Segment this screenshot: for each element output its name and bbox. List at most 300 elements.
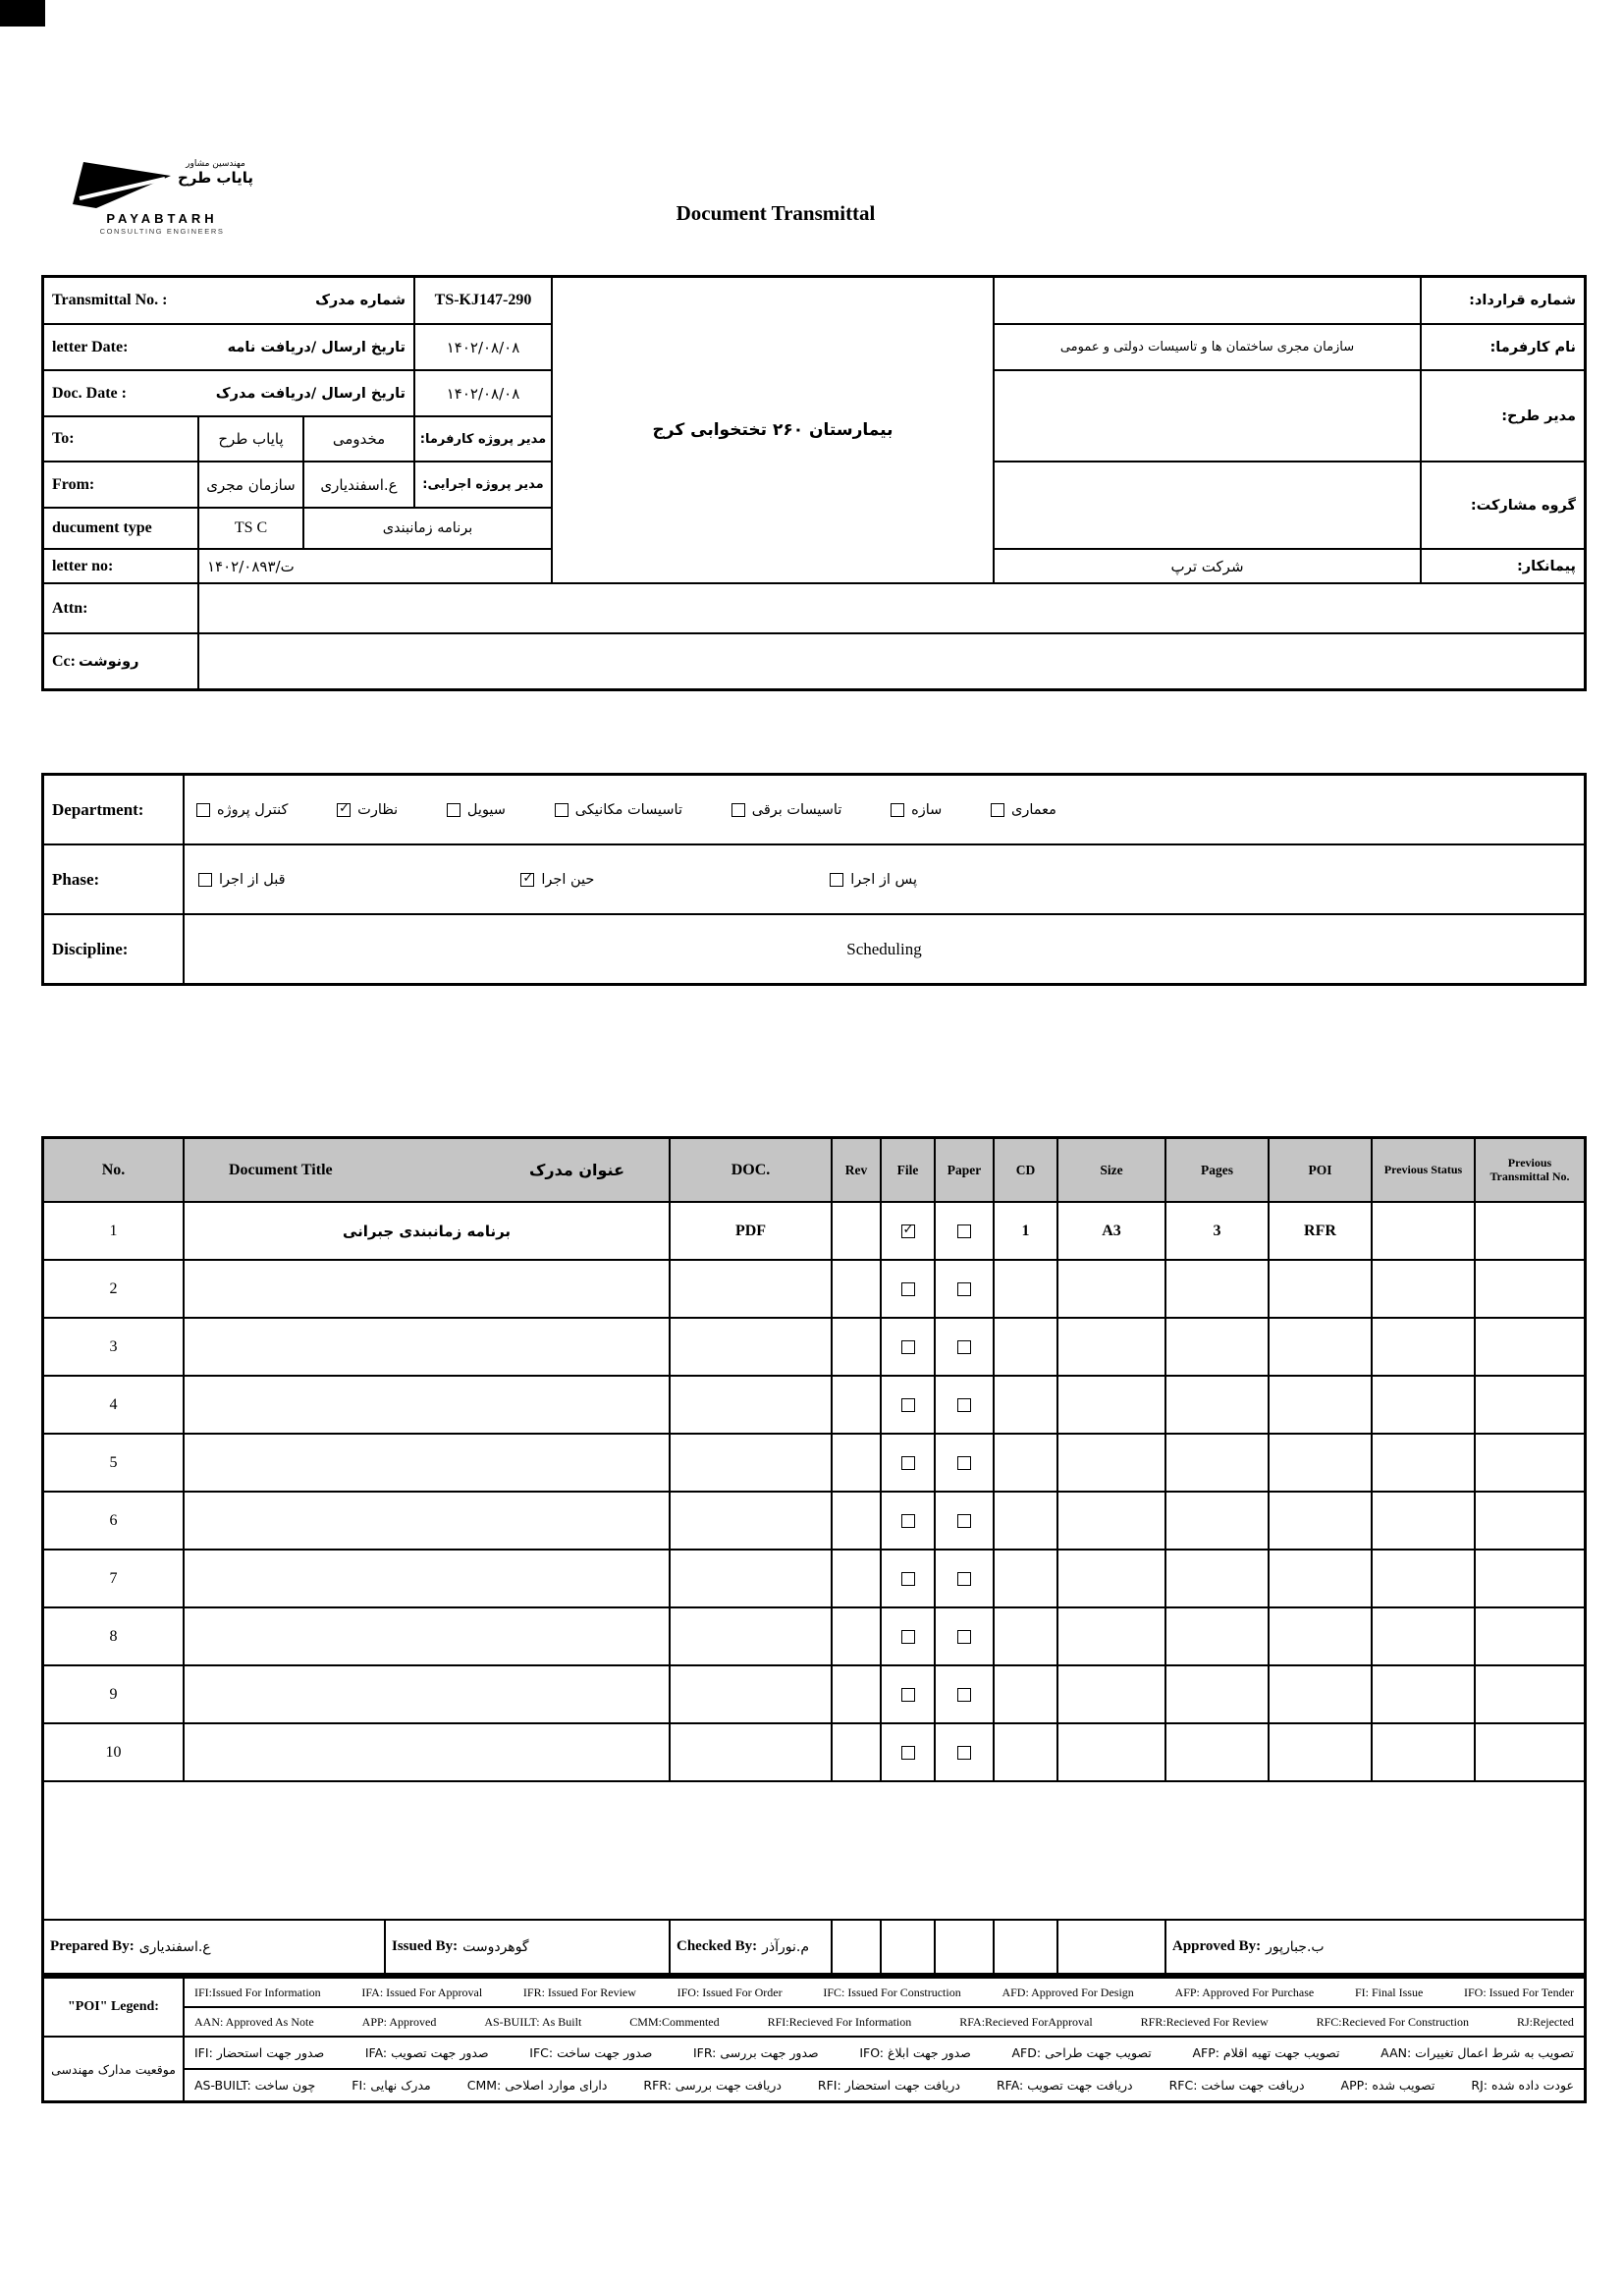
- doc-date-label-cell: [43, 370, 414, 416]
- file-checkbox[interactable]: [901, 1340, 915, 1354]
- row-doc: [670, 1550, 832, 1607]
- design-manager-value-cell: [994, 370, 1421, 462]
- row-paper: [935, 1376, 994, 1434]
- table-row: [43, 1260, 1585, 1318]
- legend-item: IFO: Issued For Tender: [1464, 1985, 1574, 1999]
- row-paper: [935, 1607, 994, 1665]
- cc-label-en: Cc:: [52, 652, 76, 670]
- legend-item: IFO: صدور جهت ابلاغ: [859, 2045, 971, 2060]
- row-rev: [832, 1202, 881, 1260]
- row-file: [881, 1607, 935, 1665]
- row-rev: [832, 1550, 881, 1607]
- row-size: [1057, 1550, 1165, 1607]
- letter-date-value-cell: [414, 324, 552, 370]
- row-cd: [994, 1723, 1057, 1781]
- department-option: [196, 802, 288, 818]
- legend-item: RFR: دریافت جهت بررسی: [643, 2078, 782, 2093]
- row-prev-status: [1372, 1550, 1475, 1607]
- row-pages: [1165, 1376, 1269, 1434]
- legend-item: APP: Approved: [361, 2014, 437, 2029]
- transmittal-no-value: TS-KJ147-290: [414, 277, 552, 324]
- phase-options: [184, 844, 1585, 914]
- department-option-label: نظارت: [357, 801, 399, 818]
- prepared-by-label: Prepared By:: [50, 1938, 135, 1954]
- row-doc: [670, 1376, 832, 1434]
- row-prev-status: [1372, 1318, 1475, 1376]
- row-size: [1057, 1723, 1165, 1781]
- row-title-text: برنامه زمانبندی جبرانی: [342, 1222, 512, 1240]
- legend-item: RFI:Recieved For Information: [767, 2014, 912, 2029]
- file-checkbox[interactable]: [901, 1282, 915, 1296]
- legend-item: RFA:Recieved ForApproval: [959, 2014, 1093, 2029]
- col-header-title-en: Document Title: [229, 1161, 333, 1178]
- poi-legend-lines: [184, 1978, 1585, 2037]
- row-prev-transmittal: [1475, 1492, 1585, 1550]
- table-row: [43, 1376, 1585, 1434]
- legend-item: RFA: دریافت جهت تصویب: [996, 2078, 1133, 2093]
- row-doc: [670, 1607, 832, 1665]
- table-row: [43, 1550, 1585, 1607]
- signature-spacer-cell: [1057, 1920, 1165, 1974]
- col-header-prev-status: Previous Status: [1372, 1138, 1475, 1202]
- row-prev-transmittal: [1475, 1318, 1585, 1376]
- table-row: [43, 1434, 1585, 1492]
- file-checkbox[interactable]: [901, 1572, 915, 1586]
- cc-value-cell: [198, 633, 1585, 689]
- row-size: [1057, 1318, 1165, 1376]
- row-paper: [935, 1318, 994, 1376]
- phase-option-label: قبل از اجرا: [219, 871, 286, 888]
- signature-spacer-cell: [935, 1920, 994, 1974]
- row-doc: [670, 1260, 832, 1318]
- row-pages: [1165, 1318, 1269, 1376]
- row-title: [184, 1318, 670, 1376]
- row-no: 2: [43, 1260, 184, 1318]
- doc-type-fa: برنامه زمانبندی: [382, 520, 473, 536]
- row-title: [184, 1434, 670, 1492]
- row-cd: [994, 1434, 1057, 1492]
- legend-table: [41, 1976, 1587, 2103]
- table-row: [43, 1665, 1585, 1723]
- exec-pm-label-cell: [414, 462, 552, 508]
- row-prev-transmittal: [1475, 1665, 1585, 1723]
- row-pages: 3: [1165, 1202, 1269, 1260]
- empty-area: [43, 1781, 1585, 1920]
- from-label: From:: [43, 462, 198, 508]
- paper-checkbox[interactable]: [957, 1514, 971, 1528]
- department-option-label: تاسیسات برقی: [751, 801, 842, 818]
- department-options: [184, 775, 1585, 844]
- contract-no-label-cell: [1421, 277, 1585, 324]
- contractor-value: شرکت ترپ: [1170, 557, 1244, 575]
- col-header-doc: DOC.: [670, 1138, 832, 1202]
- row-file: [881, 1665, 935, 1723]
- legend-item: RFR:Recieved For Review: [1140, 2014, 1269, 2029]
- row-prev-status: [1372, 1723, 1475, 1781]
- row-file: [881, 1202, 935, 1260]
- row-file: [881, 1376, 935, 1434]
- legend-item: CMM:Commented: [629, 2014, 720, 2029]
- doc-type-value: TS C: [198, 508, 303, 549]
- row-size: [1057, 1665, 1165, 1723]
- legend-item: RJ:Rejected: [1516, 2014, 1574, 2029]
- poi-legend-label: "POI" Legend:: [43, 1978, 184, 2037]
- row-poi: RFR: [1269, 1202, 1372, 1260]
- paper-checkbox[interactable]: [957, 1282, 971, 1296]
- legend-item: AFD: تصویب جهت طراحی: [1011, 2045, 1152, 2060]
- department-option: [891, 802, 942, 818]
- col-header-paper: Paper: [935, 1138, 994, 1202]
- row-cd: [994, 1318, 1057, 1376]
- row-title: [184, 1723, 670, 1781]
- logo-subtitle-en: CONSULTING ENGINEERS: [99, 227, 225, 236]
- letter-no-value-cell: [198, 549, 552, 583]
- department-option-label: کنترل پروژه: [217, 801, 289, 818]
- department-checkbox[interactable]: [447, 803, 460, 817]
- to-person-cell: [303, 416, 414, 462]
- phase-checkbox[interactable]: [830, 873, 843, 887]
- row-paper: [935, 1202, 994, 1260]
- paper-checkbox[interactable]: [957, 1224, 971, 1238]
- col-header-poi: POI: [1269, 1138, 1372, 1202]
- row-title: [184, 1550, 670, 1607]
- attn-value-cell: [198, 583, 1585, 633]
- row-prev-transmittal: [1475, 1607, 1585, 1665]
- row-size: [1057, 1492, 1165, 1550]
- row-title: [184, 1607, 670, 1665]
- col-header-file: File: [881, 1138, 935, 1202]
- document-table: [41, 1136, 1587, 1976]
- table-row: [43, 1492, 1585, 1550]
- to-label: To:: [43, 416, 198, 462]
- row-rev: [832, 1260, 881, 1318]
- contract-no-value-cell: [994, 277, 1421, 324]
- row-pages: [1165, 1723, 1269, 1781]
- client-value: سازمان مجری ساختمان ها و تاسیسات دولتی و عمومی: [1059, 340, 1355, 354]
- fa-legend-line-1: [184, 2037, 1585, 2069]
- legend-item: CMM: دارای موارد اصلاحی: [466, 2078, 608, 2093]
- paper-checkbox[interactable]: [957, 1340, 971, 1354]
- cc-label-fa: رونوشت: [78, 653, 139, 670]
- phase-option: [830, 872, 917, 888]
- doc-date-value-cell: [414, 370, 552, 416]
- row-poi: [1269, 1492, 1372, 1550]
- row-file: [881, 1434, 935, 1492]
- poi-legend-line-1: [184, 1978, 1585, 2007]
- row-poi: [1269, 1376, 1372, 1434]
- doc-date-label-fa: تاریخ ارسال /دریافت مدرک: [215, 385, 406, 402]
- legend-item: APP: تصویب شده: [1340, 2078, 1435, 2093]
- row-prev-transmittal: [1475, 1723, 1585, 1781]
- row-prev-transmittal: [1475, 1550, 1585, 1607]
- row-cd: [994, 1376, 1057, 1434]
- row-pages: [1165, 1434, 1269, 1492]
- fa-legend-row: [43, 2037, 1585, 2101]
- legend-item: RFI: دریافت جهت استحضار: [817, 2078, 960, 2093]
- letter-date-label-en: letter Date:: [52, 338, 129, 355]
- row-poi: [1269, 1260, 1372, 1318]
- row-paper: [935, 1492, 994, 1550]
- department-option-label: معماری: [1011, 801, 1056, 818]
- row-poi: [1269, 1607, 1372, 1665]
- row-file: [881, 1318, 935, 1376]
- department-option: [731, 802, 842, 818]
- file-checkbox[interactable]: [901, 1398, 915, 1412]
- from-person: ع.اسفندیاری: [320, 475, 398, 494]
- row-no: 7: [43, 1550, 184, 1607]
- transmittal-no-label-en: Transmittal No. :: [52, 292, 168, 308]
- legend-item: AS-BUILT: As Built: [484, 2014, 582, 2029]
- row-title: [184, 1665, 670, 1723]
- exec-pm-label: مدیر پروژه اجرایی:: [422, 477, 544, 492]
- approved-by-value: ب.جبارپور: [1266, 1938, 1325, 1955]
- signature-spacer-cell: [881, 1920, 935, 1974]
- legend-item: IFI:Issued For Information: [194, 1985, 321, 1999]
- row-no: 4: [43, 1376, 184, 1434]
- row-no: 8: [43, 1607, 184, 1665]
- row-prev-transmittal: [1475, 1376, 1585, 1434]
- design-manager-label-cell: [1421, 370, 1585, 462]
- approved-by-cell: [1165, 1920, 1585, 1974]
- phase-label: Phase:: [43, 844, 184, 914]
- row-no: 9: [43, 1665, 184, 1723]
- transmittal-no-label-cell: [43, 277, 414, 324]
- doc-type-label: ducument type: [43, 508, 198, 549]
- row-pages: [1165, 1665, 1269, 1723]
- legend-item: AFP: تصویب جهت تهیه اقلام: [1192, 2045, 1340, 2060]
- col-header-title: [184, 1138, 670, 1202]
- file-checkbox[interactable]: [901, 1456, 915, 1470]
- legend-item: IFA: صدور جهت تصویب: [364, 2045, 489, 2060]
- col-header-pages: Pages: [1165, 1138, 1269, 1202]
- phase-option: [198, 872, 286, 888]
- empty-row: [43, 1781, 1585, 1920]
- table-row: [43, 1318, 1585, 1376]
- row-poi: [1269, 1723, 1372, 1781]
- row-doc: [670, 1492, 832, 1550]
- department-option-label: سیویل: [466, 801, 506, 818]
- legend-item: IFC: Issued For Construction: [823, 1985, 961, 1999]
- department-option: [337, 802, 398, 818]
- row-size: [1057, 1260, 1165, 1318]
- row-prev-status: [1372, 1607, 1475, 1665]
- client-pm-label: مدیر پروژه کارفرما:: [419, 431, 547, 447]
- partnership-value-cell: [994, 462, 1421, 549]
- row-prev-transmittal: [1475, 1202, 1585, 1260]
- department-option-label: تاسیسات مکانیکی: [574, 801, 682, 818]
- row-prev-status: [1372, 1260, 1475, 1318]
- contractor-label-cell: [1421, 549, 1585, 583]
- letter-no-value: ت/۱۴۰۲/۰۸۹۳: [207, 557, 295, 575]
- file-checkbox[interactable]: [901, 1746, 915, 1760]
- row-poi: [1269, 1318, 1372, 1376]
- row-poi: [1269, 1550, 1372, 1607]
- row-no: 10: [43, 1723, 184, 1781]
- paper-checkbox[interactable]: [957, 1456, 971, 1470]
- legend-item: AFD: Approved For Design: [1001, 1985, 1134, 1999]
- issued-by-value: گوهردوست: [462, 1938, 529, 1955]
- row-no: 1: [43, 1202, 184, 1260]
- department-option: [991, 802, 1056, 818]
- attn-label: Attn:: [43, 583, 198, 633]
- legend-item: AFP: Approved For Purchase: [1174, 1985, 1315, 1999]
- row-poi: [1269, 1665, 1372, 1723]
- row-prev-transmittal: [1475, 1260, 1585, 1318]
- row-prev-status: [1372, 1202, 1475, 1260]
- legend-item: FI: Final Issue: [1354, 1985, 1424, 1999]
- row-cd: 1: [994, 1202, 1057, 1260]
- row-prev-status: [1372, 1492, 1475, 1550]
- row-paper: [935, 1434, 994, 1492]
- poi-legend-line-2: [184, 2007, 1585, 2037]
- row-no: 3: [43, 1318, 184, 1376]
- phase-checkbox[interactable]: [520, 873, 534, 887]
- row-size: [1057, 1434, 1165, 1492]
- paper-checkbox[interactable]: [957, 1398, 971, 1412]
- row-rev: [832, 1434, 881, 1492]
- discipline-value: Scheduling: [184, 914, 1585, 984]
- row-paper: [935, 1550, 994, 1607]
- table-row: [43, 1607, 1585, 1665]
- header-table: [41, 275, 1587, 691]
- row-no: 5: [43, 1434, 184, 1492]
- signature-spacer-cell: [832, 1920, 881, 1974]
- discip-label: Discipline:: [43, 914, 184, 984]
- row-rev: [832, 1607, 881, 1665]
- row-cd: [994, 1492, 1057, 1550]
- department-option: [555, 802, 682, 818]
- col-header-title-fa: عنوان مدرک: [529, 1161, 624, 1179]
- partnership-label: گروه مشارکت:: [1470, 497, 1576, 514]
- row-doc: PDF: [670, 1202, 832, 1260]
- legend-item: RFC: دریافت جهت ساخت: [1168, 2078, 1305, 2093]
- row-title: [184, 1260, 670, 1318]
- row-doc: [670, 1723, 832, 1781]
- project-name-cell: [552, 277, 994, 583]
- row-size: [1057, 1607, 1165, 1665]
- department-checkbox[interactable]: [337, 803, 351, 817]
- row-cd: [994, 1665, 1057, 1723]
- row-prev-status: [1372, 1665, 1475, 1723]
- client-pm-label-cell: [414, 416, 552, 462]
- table-row: [43, 1723, 1585, 1781]
- issued-by-label: Issued By:: [392, 1938, 459, 1954]
- fa-legend-lines: [184, 2037, 1585, 2101]
- from-value: سازمان مجری: [206, 475, 296, 494]
- department-checkbox[interactable]: [555, 803, 568, 817]
- approved-by-label: Approved By:: [1172, 1938, 1262, 1954]
- legend-item: IFR: صدور جهت بررسی: [693, 2045, 819, 2060]
- fa-legend-line-2: [184, 2069, 1585, 2101]
- row-file: [881, 1260, 935, 1318]
- row-rev: [832, 1492, 881, 1550]
- project-name: بیمارستان ۲۶۰ تختخوابی کرج: [652, 420, 893, 440]
- phase-items: [185, 872, 931, 888]
- contractor-value-cell: [994, 549, 1421, 583]
- file-checkbox[interactable]: [901, 1630, 915, 1644]
- client-label-cell: [1421, 324, 1585, 370]
- to-value: پایاب طرح: [218, 430, 284, 448]
- legend-item: IFR: Issued For Review: [522, 1985, 636, 1999]
- legend-item: IFO: Issued For Order: [677, 1985, 783, 1999]
- prepared-by-cell: [43, 1920, 385, 1974]
- phase-checkbox[interactable]: [198, 873, 212, 887]
- legend-item: RFC:Recieved For Construction: [1316, 2014, 1469, 2029]
- col-header-rev: Rev: [832, 1138, 881, 1202]
- row-title: [184, 1202, 670, 1260]
- from-value-cell: [198, 462, 303, 508]
- legend-item: IFI: صدور جهت استحضار: [194, 2045, 325, 2060]
- doc-date-value: ۱۴۰۲/۰۸/۰۸: [446, 384, 520, 403]
- row-rev: [832, 1376, 881, 1434]
- row-doc: [670, 1665, 832, 1723]
- paper-checkbox[interactable]: [957, 1688, 971, 1702]
- row-rev: [832, 1723, 881, 1781]
- signature-spacer-cell: [994, 1920, 1057, 1974]
- client-label: نام کارفرما:: [1489, 339, 1576, 355]
- doc-type-fa-cell: [303, 508, 552, 549]
- contract-no-label: شماره قرارداد:: [1469, 293, 1576, 308]
- to-person: مخدومی: [332, 430, 386, 448]
- department-option: [447, 802, 506, 818]
- paper-checkbox[interactable]: [957, 1630, 971, 1644]
- row-poi: [1269, 1434, 1372, 1492]
- paper-checkbox[interactable]: [957, 1572, 971, 1586]
- legend-item: FI: مدرک نهایی: [352, 2078, 431, 2093]
- file-checkbox[interactable]: [901, 1224, 915, 1238]
- row-cd: [994, 1550, 1057, 1607]
- row-paper: [935, 1665, 994, 1723]
- legend-item: IFA: Issued For Approval: [361, 1985, 483, 1999]
- row-rev: [832, 1665, 881, 1723]
- logo-name-fa: پایاب طرح: [177, 169, 254, 187]
- row-pages: [1165, 1607, 1269, 1665]
- from-person-cell: [303, 462, 414, 508]
- legend-item: AAN: Approved As Note: [194, 2014, 314, 2029]
- letter-date-value: ۱۴۰۲/۰۸/۰۸: [446, 338, 520, 356]
- partnership-label-cell: [1421, 462, 1585, 549]
- row-rev: [832, 1318, 881, 1376]
- paper-checkbox[interactable]: [957, 1746, 971, 1760]
- logo-name-en: PAYABTARH: [106, 211, 218, 226]
- doc-date-label-en: Doc. Date :: [52, 384, 127, 402]
- logo-tagline: مهندسین مشاور: [186, 159, 245, 169]
- prepared-by-value: ع.اسفندیاری: [138, 1938, 211, 1955]
- file-checkbox[interactable]: [901, 1688, 915, 1702]
- department-checkbox[interactable]: [891, 803, 904, 817]
- department-checkbox[interactable]: [196, 803, 210, 817]
- scan-artifact-corner: [0, 0, 45, 27]
- poi-legend-row: [43, 1978, 1585, 2037]
- letter-no-label: letter no:: [43, 549, 198, 583]
- col-header-prev-transmittal: Previous Transmittal No.: [1475, 1138, 1585, 1202]
- legend-item: AS-BUILT: چون ساخت: [194, 2078, 316, 2093]
- department-checkbox[interactable]: [991, 803, 1004, 817]
- page-title: Document Transmittal: [676, 201, 876, 225]
- cc-label-cell: [43, 633, 198, 689]
- logo-farsi-block: [178, 157, 253, 187]
- col-header-cd: CD: [994, 1138, 1057, 1202]
- transmittal-no-label-fa: شماره مدرک: [315, 293, 406, 308]
- issued-by-cell: [385, 1920, 670, 1974]
- table-header-row: [43, 1138, 1585, 1202]
- signature-row: [43, 1920, 1585, 1974]
- checked-by-label: Checked By:: [677, 1938, 758, 1954]
- to-value-cell: [198, 416, 303, 462]
- phase-option-label: حین اجرا: [541, 871, 595, 888]
- department-checkbox[interactable]: [731, 803, 745, 817]
- file-checkbox[interactable]: [901, 1514, 915, 1528]
